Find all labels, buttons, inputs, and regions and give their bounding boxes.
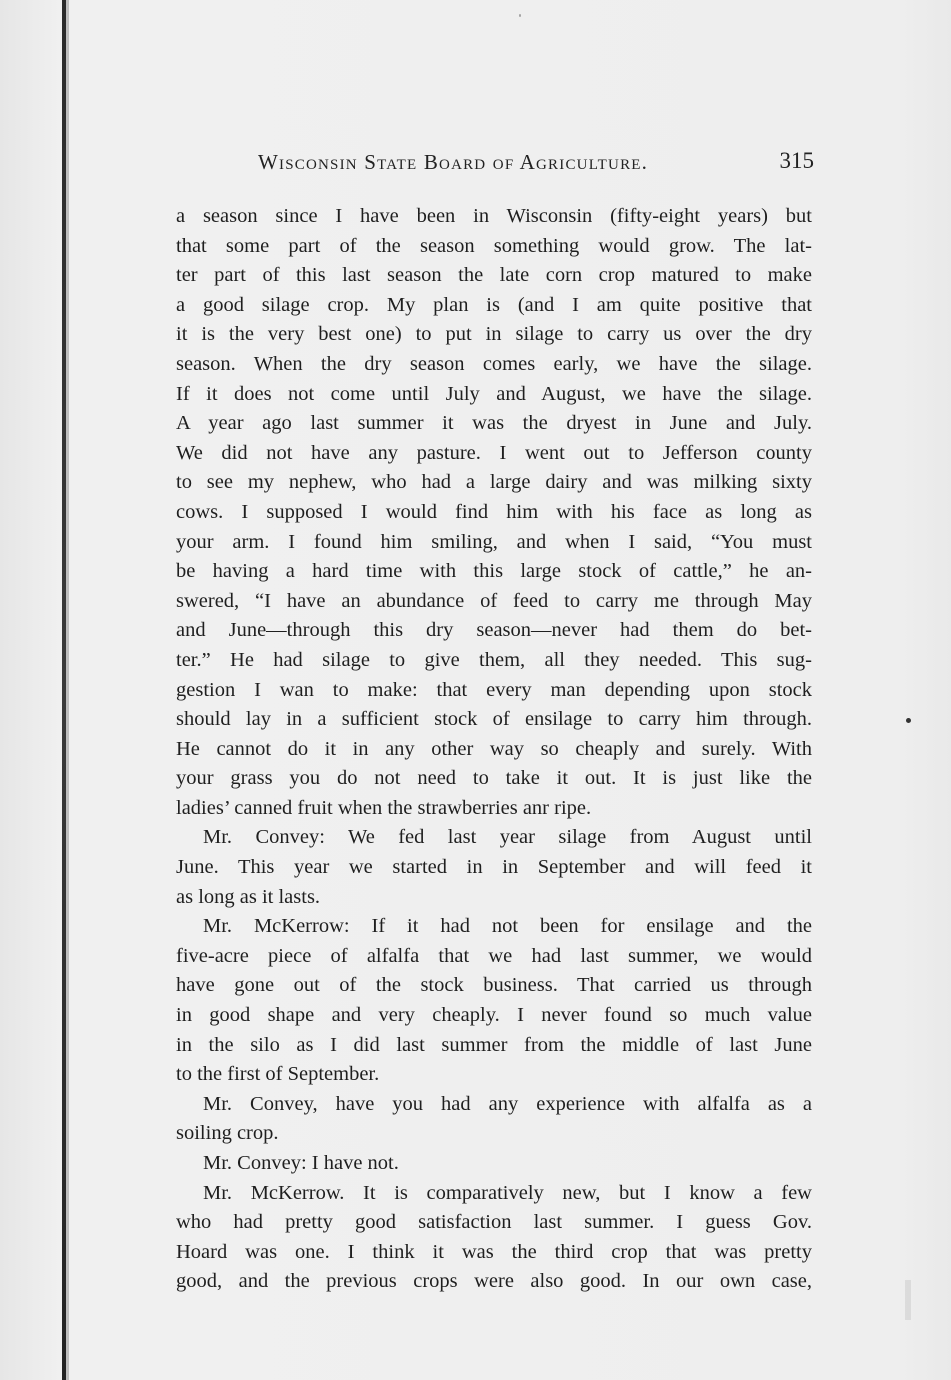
text-line: Mr. Convey: We fed last year silage from August until bbox=[203, 826, 812, 849]
text-line: Mr. Convey, have you had any experience with alfalfa as a bbox=[203, 1092, 812, 1115]
text-line: to the first of September. bbox=[176, 1063, 380, 1086]
text-line: If it does not come until July and August, we have the silage. bbox=[176, 382, 812, 405]
speck-mark bbox=[906, 718, 911, 723]
text-line: should lay in a sufficient stock of ensilage to carry him through. bbox=[176, 708, 812, 731]
binding-shadow bbox=[66, 0, 69, 1380]
text-line: to see my nephew, who had a large dairy and was milking sixty bbox=[176, 471, 812, 494]
text-line: a season since I have been in Wisconsin (fifty-eight years) but bbox=[176, 205, 812, 227]
text-line: soiling crop. bbox=[176, 1122, 279, 1145]
body-text bbox=[176, 202, 812, 1297]
running-head bbox=[258, 150, 814, 180]
text-line: cows. I supposed I would find him with his face as long as bbox=[176, 500, 812, 523]
speck-mark bbox=[519, 14, 521, 17]
text-line: be having a hard time with this large stock of cattle,” he an- bbox=[176, 560, 812, 583]
text-line: We did not have any pasture. I went out to Jefferson county bbox=[176, 441, 812, 464]
text-line: ladies’ canned fruit when the strawberries anr ripe. bbox=[176, 796, 592, 819]
text-line: June. This year we started in in September and will feed it bbox=[176, 856, 812, 879]
text-line: season. When the dry season comes early, we have the silage. bbox=[176, 352, 812, 375]
text-line: Mr. Convey: I have not. bbox=[203, 1152, 399, 1174]
text-line: swered, “I have an abundance of feed to carry me through May bbox=[176, 589, 812, 612]
text-line: five-acre piece of alfalfa that we had last summer, we would bbox=[176, 944, 812, 967]
text-line: Mr. McKerrow: If it had not been for ensilage and the bbox=[203, 915, 812, 938]
text-line: a good silage crop. My plan is (and I am quite positive that bbox=[176, 293, 812, 316]
text-line: Mr. McKerrow. It is comparatively new, but I know a few bbox=[203, 1181, 812, 1204]
text-line: in good shape and very cheaply. I never found so much value bbox=[176, 1004, 812, 1027]
text-line: A year ago last summer it was the dryest in June and July. bbox=[176, 412, 812, 435]
edge-smudge bbox=[905, 1280, 911, 1320]
text-line: your arm. I found him smiling, and when I said, “You must bbox=[176, 530, 812, 553]
text-line: He cannot do it in any other way so cheaply and surely. With bbox=[176, 737, 812, 760]
text-line: it is the very best one) to put in silage to carry us over the dry bbox=[176, 323, 812, 346]
text-line: ter.” He had silage to give them, all they needed. This sug- bbox=[176, 648, 812, 671]
text-line: that some part of the season something would grow. The lat- bbox=[176, 234, 812, 257]
text-line: Hoard was one. I think it was the third crop that was pretty bbox=[176, 1240, 812, 1263]
text-line: as long as it lasts. bbox=[176, 885, 321, 908]
running-head-title: Wisconsin State Board of Agriculture. bbox=[258, 150, 649, 174]
text-line: have gone out of the stock business. That carried us through bbox=[176, 974, 812, 997]
text-line: gestion I wan to make: that every man depending upon stock bbox=[176, 678, 812, 701]
text-line: who had pretty good satisfaction last summer. I guess Gov. bbox=[176, 1211, 812, 1234]
page-number: 315 bbox=[779, 148, 814, 173]
text-line: good, and the previous crops were also good. In our own case, bbox=[176, 1270, 812, 1293]
text-line: in the silo as I did last summer from the middle of last June bbox=[176, 1033, 812, 1056]
text-line: your grass you do not need to take it out. It is just like the bbox=[176, 767, 812, 790]
text-line: ter part of this last season the late corn crop matured to make bbox=[176, 264, 812, 287]
text-line: and June—through this dry season—never had them do bet- bbox=[176, 619, 812, 642]
